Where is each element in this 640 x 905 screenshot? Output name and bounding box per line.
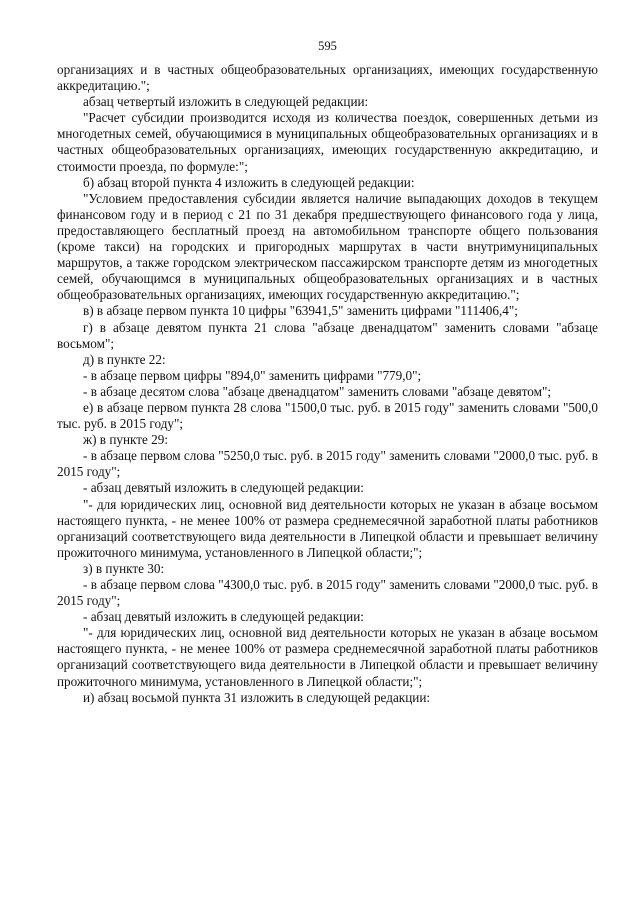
paragraph: - в абзаце десятом слова "абзаце двенадцатом" заменить словами "абзаце девятом"; (83, 383, 552, 399)
paragraph: "Расчет субсидии производится исходя из количества поездок, совершенных детьми из многодетных семей, обучающимися в муниципальных общеобразовательных организациях и в частных общеобразовательных организациях, имеющих государственную аккредитацию, и стоимости проезда, по формуле:"; (57, 110, 598, 174)
paragraph: - в абзаце первом цифры "894,0" заменить цифрами "779,0"; (83, 367, 422, 383)
paragraph: г) в абзаце девятом пункта 21 слова "абзаце двенадцатом" заменить словами "абзаце восьмом"; (57, 319, 598, 351)
paragraph: - абзац девятый изложить в следующей редакции: (83, 480, 364, 496)
paragraph: д) в пункте 22: (83, 351, 166, 367)
paragraph: в) в абзаце первом пункта 10 цифры "63941,5" заменить цифрами "111406,4"; (83, 303, 518, 319)
paragraph: - в абзаце первом слова "5250,0 тыс. руб. в 2015 году" заменить словами "2000,0 тыс. руб. в 2015 году"; (57, 448, 598, 480)
page-number: 595 (318, 39, 337, 53)
document-body (57, 62, 598, 706)
paragraph: - в абзаце первом слова "4300,0 тыс. руб. в 2015 году" заменить словами "2000,0 тыс. руб. в 2015 году"; (57, 577, 598, 609)
paragraph: "Условием предоставления субсидии является наличие выпадающих доходов в текущем финансовом году и в период с 21 по 31 декабря предшествующего финансового года у лица, предоставляющего бесплатный проезд на автомобильном транспорте общего пользования (кроме такси) на городских и пригородных маршрутах в части внутримуниципальных маршрутов, а также городском электрическом пассажирском транспорте детям из многодетных семей, обучающимся в муниципальных общеобразовательных организациях и в частных общеобразовательных организациях, имеющих государственную аккредитацию."; (57, 190, 598, 303)
paragraph: организациях и в частных общеобразовательных организациях, имеющих государственную аккредитацию."; (57, 62, 598, 94)
paragraph: з) в пункте 30: (83, 560, 165, 576)
paragraph: и) абзац восьмой пункта 31 изложить в следующей редакции: (83, 689, 431, 705)
paragraph: ж) в пункте 29: (83, 432, 169, 448)
paragraph: б) абзац второй пункта 4 изложить в следующей редакции: (83, 174, 415, 190)
paragraph: - абзац девятый изложить в следующей редакции: (83, 609, 364, 625)
paragraph: "- для юридических лиц, основной вид деятельности которых не указан в абзаце восьмом настоящего пункта, - не менее 100% от размера среднемесячной заработной платы работников организаций соответствующего вида деятельности в Липецкой области и превышает величину прожиточного минимума, установленного в Липецкой области;"; (57, 625, 598, 689)
paragraph: абзац четвертый изложить в следующей редакции: (83, 94, 369, 110)
paragraph: е) в абзаце первом пункта 28 слова "1500,0 тыс. руб. в 2015 году" заменить словами "500,0 тыс. руб. в 2015 году"; (57, 399, 598, 432)
paragraph: "- для юридических лиц, основной вид деятельности которых не указан в абзаце восьмом настоящего пункта, - не менее 100% от размера среднемесячной заработной платы работников организаций соответствующего вида деятельности в Липецкой области и превышает величину прожиточного минимума, установленного в Липецкой области;"; (57, 496, 598, 560)
